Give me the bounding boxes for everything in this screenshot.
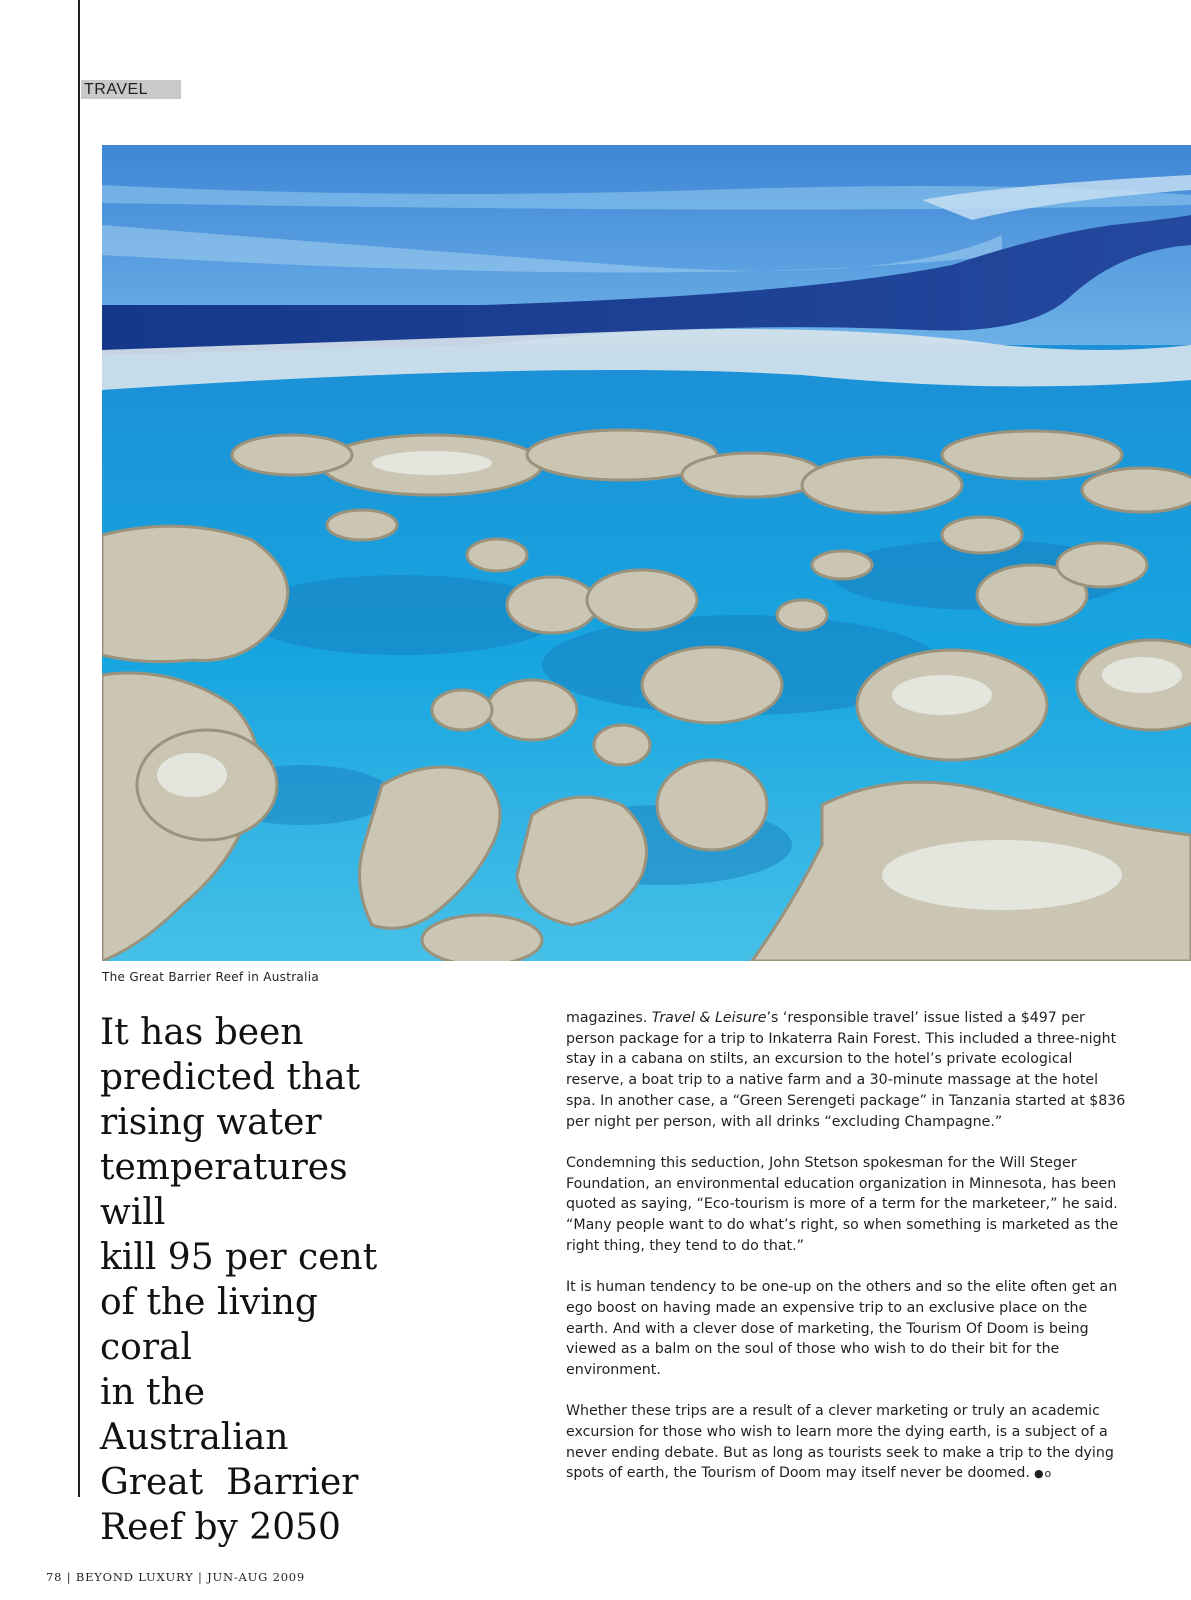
publication-name: Travel & Leisure xyxy=(651,1010,767,1026)
paragraph-1: magazines. Travel & Leisure’s ‘responsible travel’ issue listed a $497 per person package for a trip to Inkaterra Rain Forest. This included a three-night stay in a cabana on stilts, an excursion to the hotel’s private ecological reserve, a boat trip to a native farm and a 30-minute massage at the hotel spa. In another case, a “Green Serengeti package” in Tanzania started at $836 per night per person, with all drinks “excluding Champagne.” xyxy=(566,1010,1126,1130)
page-footer: 78 | BEYOND LUXURY | JUN-AUG 2009 xyxy=(46,1570,306,1584)
pull-quote-line: temperatures will xyxy=(100,1147,348,1233)
pull-quote-line: predicted that xyxy=(100,1057,361,1098)
pull-quote-line: rising water xyxy=(100,1102,322,1143)
margin-rule xyxy=(78,0,80,1497)
pull-quote-line: of the living coral xyxy=(100,1282,318,1368)
end-mark-icon: ●o xyxy=(1033,1467,1053,1481)
section-tag: TRAVEL xyxy=(81,80,181,99)
pull-quote-line: Great Barrier xyxy=(100,1462,359,1503)
photo-caption: The Great Barrier Reef in Australia xyxy=(102,970,320,984)
pull-quote-line: Reef by 2050 xyxy=(100,1507,341,1548)
pull-quote-line: kill 95 per cent xyxy=(100,1237,378,1278)
pull-quote-line: in the Australian xyxy=(100,1372,289,1458)
reef-aerial-photo xyxy=(102,145,1191,961)
paragraph-4: Whether these trips are a result of a clever marketing or truly an academic excursion for those who wish to learn more the dying earth, is a subject of a never ending debate. But as long as tourists seek to make a trip to the dying spots of earth, the Tourism of Doom may itself never be doomed. ●o xyxy=(566,1401,1126,1485)
paragraph-3: It is human tendency to be one-up on the others and so the elite often get an ego boost on having made an expensive trip to an exclusive place on the earth. And with a clever dose of marketing, the Tourism Of Doom is being viewed as a balm on the soul of those who wish to do their bit for the environment. xyxy=(566,1279,1118,1378)
pull-quote xyxy=(100,1010,400,1550)
article-body xyxy=(566,1008,1126,1506)
pull-quote-line: It has been xyxy=(100,1012,304,1053)
paragraph-2: Condemning this seduction, John Stetson spokesman for the Will Steger Foundation, an environmental education organization in Minnesota, has been quoted as saying, “Eco-tourism is more of a term for the marketeer,” he said. “Many people want to do what’s right, so when something is marketed as the right thing, they tend to do that.” xyxy=(566,1154,1119,1254)
